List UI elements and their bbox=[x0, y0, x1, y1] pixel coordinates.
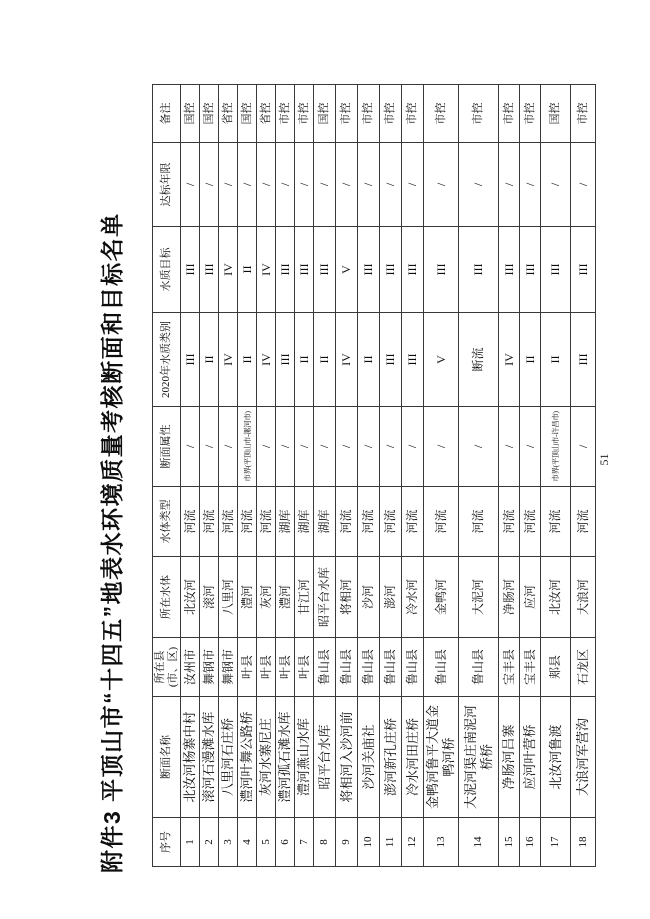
cell-county: 石龙区 bbox=[571, 638, 596, 697]
cell-serial: 10 bbox=[358, 818, 380, 867]
cell-section-attribute: / bbox=[276, 407, 295, 487]
cell-serial: 13 bbox=[424, 818, 459, 867]
cell-county: 宝丰县 bbox=[499, 638, 520, 697]
cell-remark: 国控 bbox=[200, 85, 219, 143]
cell-section-attribute: / bbox=[200, 407, 219, 487]
table-row bbox=[541, 85, 571, 867]
header-quality-2020: 2020年水质类别 bbox=[153, 313, 181, 407]
table-row bbox=[219, 85, 238, 867]
cell-water-type: 河流 bbox=[219, 487, 238, 557]
cell-water-body: 澧河 bbox=[238, 557, 257, 638]
header-water-type: 水体类型 bbox=[153, 487, 181, 557]
cell-county: 舞钢市 bbox=[200, 638, 219, 697]
cell-quality-2020: III bbox=[181, 313, 200, 407]
cell-quality-2020: IV bbox=[499, 313, 520, 407]
cell-section-name: 灰河水寨尼庄 bbox=[257, 697, 276, 818]
cell-water-type: 河流 bbox=[571, 487, 596, 557]
cell-quality-2020: II bbox=[314, 313, 336, 407]
cell-deadline: / bbox=[520, 143, 541, 227]
cell-deadline: / bbox=[402, 143, 424, 227]
cell-deadline: / bbox=[219, 143, 238, 227]
page-number: 51 bbox=[597, 453, 611, 466]
cell-water-type: 河流 bbox=[257, 487, 276, 557]
document-title: 附件3 平顶山市“十四五”地表水环境质量考核断面和目标名单 bbox=[99, 212, 125, 873]
cell-water-body: 应河 bbox=[520, 557, 541, 638]
cell-deadline: / bbox=[358, 143, 380, 227]
cell-section-name: 金鸭河鲁平大道金鸭河桥 bbox=[424, 697, 459, 818]
cell-water-type: 湖库 bbox=[276, 487, 295, 557]
cell-quality-2020: III bbox=[571, 313, 596, 407]
cell-water-body: 大泥河 bbox=[459, 557, 499, 638]
cell-section-attribute: 市界(平顶山市-漯河市) bbox=[238, 407, 257, 487]
table-row bbox=[459, 85, 499, 867]
cell-section-attribute: / bbox=[520, 407, 541, 487]
cell-deadline: / bbox=[276, 143, 295, 227]
table-row bbox=[276, 85, 295, 867]
cell-quality-target: IV bbox=[257, 227, 276, 313]
cell-water-body: 大浪河 bbox=[571, 557, 596, 638]
cell-remark: 市控 bbox=[424, 85, 459, 143]
cell-county: 鲁山县 bbox=[424, 638, 459, 697]
cell-water-body: 北汝河 bbox=[541, 557, 571, 638]
table-row bbox=[257, 85, 276, 867]
cell-section-name: 大浪河军营沟 bbox=[571, 697, 596, 818]
cell-section-attribute: / bbox=[424, 407, 459, 487]
cell-remark: 市控 bbox=[276, 85, 295, 143]
header-section-attribute: 断面属性 bbox=[153, 407, 181, 487]
header-deadline: 达标年限 bbox=[153, 143, 181, 227]
cell-section-attribute: / bbox=[380, 407, 402, 487]
cell-county: 叶县 bbox=[276, 638, 295, 697]
cell-section-name: 应河叶营桥 bbox=[520, 697, 541, 818]
cell-water-body: 灰河 bbox=[257, 557, 276, 638]
cell-quality-target: III bbox=[402, 227, 424, 313]
table-row bbox=[295, 85, 314, 867]
cell-serial: 15 bbox=[499, 818, 520, 867]
cell-section-name: 澧河燕山水库 bbox=[295, 697, 314, 818]
cell-serial: 12 bbox=[402, 818, 424, 867]
cell-deadline: / bbox=[459, 143, 499, 227]
cell-water-body: 将相河 bbox=[336, 557, 358, 638]
cell-remark: 市控 bbox=[499, 85, 520, 143]
cell-deadline: / bbox=[499, 143, 520, 227]
cell-quality-2020: II bbox=[541, 313, 571, 407]
cell-deadline: / bbox=[541, 143, 571, 227]
cell-water-body: 昭平台水库 bbox=[314, 557, 336, 638]
cell-remark: 市控 bbox=[402, 85, 424, 143]
cell-section-attribute: / bbox=[499, 407, 520, 487]
cell-county: 汝州市 bbox=[181, 638, 200, 697]
cell-remark: 国控 bbox=[181, 85, 200, 143]
cell-remark: 市控 bbox=[295, 85, 314, 143]
table-row bbox=[314, 85, 336, 867]
cell-section-name: 澧河孤石滩水库 bbox=[276, 697, 295, 818]
cell-remark: 省控 bbox=[219, 85, 238, 143]
cell-remark: 市控 bbox=[459, 85, 499, 143]
cell-water-type: 河流 bbox=[238, 487, 257, 557]
table-header-row bbox=[153, 85, 181, 867]
cell-serial: 4 bbox=[238, 818, 257, 867]
header-serial: 序号 bbox=[153, 818, 181, 867]
cell-remark: 市控 bbox=[380, 85, 402, 143]
cell-section-attribute: / bbox=[336, 407, 358, 487]
cell-quality-2020: IV bbox=[336, 313, 358, 407]
cell-quality-target: III bbox=[459, 227, 499, 313]
cell-quality-target: III bbox=[181, 227, 200, 313]
cell-section-attribute: / bbox=[571, 407, 596, 487]
cell-section-name: 八里河石庄桥 bbox=[219, 697, 238, 818]
cell-water-type: 湖库 bbox=[295, 487, 314, 557]
cell-section-attribute: / bbox=[181, 407, 200, 487]
cell-deadline: / bbox=[314, 143, 336, 227]
cell-serial: 14 bbox=[459, 818, 499, 867]
cell-county: 叶县 bbox=[295, 638, 314, 697]
cell-deadline: / bbox=[200, 143, 219, 227]
cell-quality-target: III bbox=[541, 227, 571, 313]
table-row bbox=[499, 85, 520, 867]
cell-quality-2020: II bbox=[238, 313, 257, 407]
cell-quality-2020: IV bbox=[257, 313, 276, 407]
cell-county: 叶县 bbox=[257, 638, 276, 697]
cell-section-attribute: / bbox=[219, 407, 238, 487]
cell-serial: 5 bbox=[257, 818, 276, 867]
cell-water-type: 河流 bbox=[541, 487, 571, 557]
cell-county: 鲁山县 bbox=[358, 638, 380, 697]
cell-water-type: 河流 bbox=[380, 487, 402, 557]
cell-section-attribute: 市界(平顶山市-许昌市) bbox=[541, 407, 571, 487]
cell-section-name: 澧河叶舞公路桥 bbox=[238, 697, 257, 818]
cell-section-attribute: / bbox=[459, 407, 499, 487]
table-row bbox=[571, 85, 596, 867]
cell-county: 鲁山县 bbox=[314, 638, 336, 697]
cell-serial: 3 bbox=[219, 818, 238, 867]
cell-county: 鲁山县 bbox=[459, 638, 499, 697]
cell-section-attribute: / bbox=[358, 407, 380, 487]
cell-water-type: 河流 bbox=[181, 487, 200, 557]
cell-quality-target: III bbox=[571, 227, 596, 313]
table-row bbox=[200, 85, 219, 867]
cell-quality-target: III bbox=[200, 227, 219, 313]
cell-water-body: 八里河 bbox=[219, 557, 238, 638]
cell-remark: 市控 bbox=[358, 85, 380, 143]
cell-water-body: 北汝河 bbox=[181, 557, 200, 638]
cell-remark: 市控 bbox=[520, 85, 541, 143]
cell-water-body: 净肠河 bbox=[499, 557, 520, 638]
cell-quality-target: III bbox=[358, 227, 380, 313]
table-row bbox=[238, 85, 257, 867]
cell-county: 叶县 bbox=[238, 638, 257, 697]
table-row bbox=[520, 85, 541, 867]
cell-quality-target: III bbox=[295, 227, 314, 313]
cell-remark: 市控 bbox=[336, 85, 358, 143]
cell-quality-2020: II bbox=[200, 313, 219, 407]
cell-quality-target: III bbox=[314, 227, 336, 313]
cell-deadline: / bbox=[380, 143, 402, 227]
cell-remark: 国控 bbox=[238, 85, 257, 143]
cell-section-name: 北汝河鲁渡 bbox=[541, 697, 571, 818]
cell-water-body: 澧河 bbox=[276, 557, 295, 638]
cell-quality-target: III bbox=[520, 227, 541, 313]
table-row bbox=[336, 85, 358, 867]
cell-deadline: / bbox=[336, 143, 358, 227]
cell-deadline: / bbox=[295, 143, 314, 227]
cell-serial: 11 bbox=[380, 818, 402, 867]
cell-serial: 18 bbox=[571, 818, 596, 867]
cell-quality-target: III bbox=[499, 227, 520, 313]
cell-water-body: 澎河 bbox=[380, 557, 402, 638]
header-remark: 备注 bbox=[153, 85, 181, 143]
cell-deadline: / bbox=[571, 143, 596, 227]
cell-quality-target: III bbox=[380, 227, 402, 313]
cell-section-name: 净肠河吕寨 bbox=[499, 697, 520, 818]
cell-remark: 国控 bbox=[314, 85, 336, 143]
cell-serial: 17 bbox=[541, 818, 571, 867]
header-county: 所在县(市、区) bbox=[153, 638, 181, 697]
table-row bbox=[380, 85, 402, 867]
cell-quality-target: II bbox=[238, 227, 257, 313]
table-body bbox=[181, 85, 596, 867]
cell-county: 郏县 bbox=[541, 638, 571, 697]
cell-quality-target: III bbox=[424, 227, 459, 313]
cell-county: 鲁山县 bbox=[336, 638, 358, 697]
table-head bbox=[153, 85, 181, 867]
cell-quality-2020: III bbox=[380, 313, 402, 407]
cell-quality-2020: IV bbox=[219, 313, 238, 407]
cell-county: 鲁山县 bbox=[402, 638, 424, 697]
cell-deadline: / bbox=[424, 143, 459, 227]
cell-quality-2020: 断流 bbox=[459, 313, 499, 407]
cell-quality-2020: II bbox=[520, 313, 541, 407]
cell-section-name: 昭平台水库 bbox=[314, 697, 336, 818]
cell-water-type: 河流 bbox=[336, 487, 358, 557]
cell-quality-target: IV bbox=[219, 227, 238, 313]
cell-water-body: 甘江河 bbox=[295, 557, 314, 638]
cell-deadline: / bbox=[181, 143, 200, 227]
cell-water-body: 金鸭河 bbox=[424, 557, 459, 638]
table-row bbox=[402, 85, 424, 867]
cell-water-body: 冷水河 bbox=[402, 557, 424, 638]
cell-remark: 省控 bbox=[257, 85, 276, 143]
cell-water-type: 河流 bbox=[520, 487, 541, 557]
cell-section-name: 将相河入沙河前 bbox=[336, 697, 358, 818]
cell-deadline: / bbox=[257, 143, 276, 227]
cell-water-type: 河流 bbox=[402, 487, 424, 557]
cell-quality-2020: III bbox=[276, 313, 295, 407]
cell-county: 宝丰县 bbox=[520, 638, 541, 697]
cell-serial: 2 bbox=[200, 818, 219, 867]
cell-water-type: 湖库 bbox=[314, 487, 336, 557]
cell-section-attribute: / bbox=[402, 407, 424, 487]
header-water-body: 所在水体 bbox=[153, 557, 181, 638]
cell-water-type: 河流 bbox=[499, 487, 520, 557]
cell-section-name: 北汝河杨寨中村 bbox=[181, 697, 200, 818]
cell-county: 舞钢市 bbox=[219, 638, 238, 697]
cell-section-name: 冷水河田庄桥 bbox=[402, 697, 424, 818]
cell-section-attribute: / bbox=[257, 407, 276, 487]
cell-water-body: 滚河 bbox=[200, 557, 219, 638]
cell-serial: 6 bbox=[276, 818, 295, 867]
table-row bbox=[424, 85, 459, 867]
cell-serial: 9 bbox=[336, 818, 358, 867]
cell-quality-target: V bbox=[336, 227, 358, 313]
cell-remark: 市控 bbox=[571, 85, 596, 143]
table-row bbox=[358, 85, 380, 867]
cell-section-attribute: / bbox=[314, 407, 336, 487]
cell-deadline: / bbox=[238, 143, 257, 227]
cell-serial: 7 bbox=[295, 818, 314, 867]
cell-section-name: 沙河关庙社 bbox=[358, 697, 380, 818]
cell-water-type: 河流 bbox=[200, 487, 219, 557]
cell-quality-2020: V bbox=[424, 313, 459, 407]
cell-serial: 16 bbox=[520, 818, 541, 867]
cell-section-attribute: / bbox=[295, 407, 314, 487]
cell-section-name: 大泥河渠庄南泥河桥桥 bbox=[459, 697, 499, 818]
header-section-name: 断面名称 bbox=[153, 697, 181, 818]
cell-water-type: 河流 bbox=[358, 487, 380, 557]
cell-water-body: 沙河 bbox=[358, 557, 380, 638]
table-row bbox=[181, 85, 200, 867]
cell-quality-2020: II bbox=[358, 313, 380, 407]
cell-county: 鲁山县 bbox=[380, 638, 402, 697]
cell-quality-2020: III bbox=[402, 313, 424, 407]
cell-section-name: 澎河新孔庄桥 bbox=[380, 697, 402, 818]
cell-quality-target: III bbox=[276, 227, 295, 313]
cell-water-type: 河流 bbox=[424, 487, 459, 557]
cell-section-name: 滚河石漫滩水库 bbox=[200, 697, 219, 818]
cell-quality-2020: II bbox=[295, 313, 314, 407]
cell-water-type: 河流 bbox=[459, 487, 499, 557]
header-quality-target: 水质目标 bbox=[153, 227, 181, 313]
assessment-table bbox=[152, 84, 596, 867]
cell-serial: 1 bbox=[181, 818, 200, 867]
cell-remark: 国控 bbox=[541, 85, 571, 143]
cell-serial: 8 bbox=[314, 818, 336, 867]
